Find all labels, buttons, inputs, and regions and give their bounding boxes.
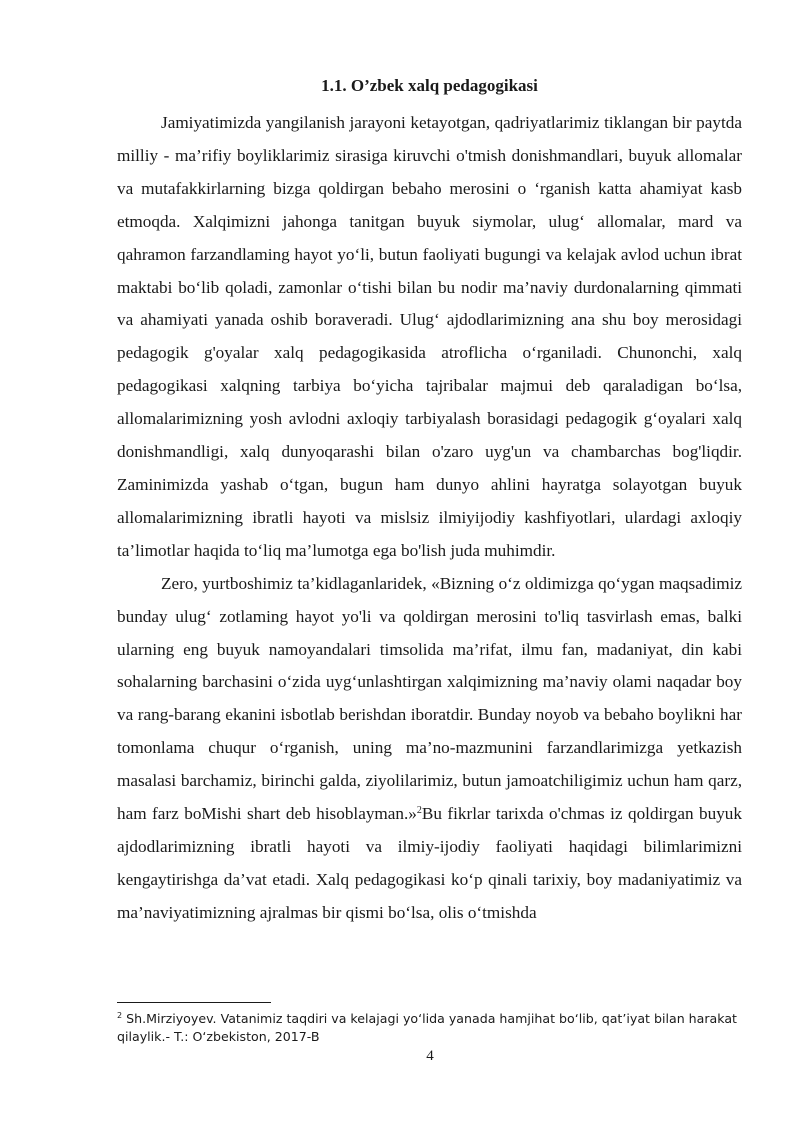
footnote-reference: 2 (416, 805, 422, 817)
page-number: 4 (426, 1048, 434, 1064)
footnote (117, 1010, 742, 1046)
section-heading: 1.1. O’zbek xalq pedagogikasi (321, 76, 538, 95)
body-text (117, 107, 742, 930)
paragraph-2-part-2: Bu fikrlar tarixda o'chmas iz qoldirgan buyuk ajdodlarimizning ibratli hayoti va ilmiy-ijodiy faoliyati haqidagi bilimlarimizni kengaytirishga da’vat etadi. Xalq pedagogikasi ko‘p qinali tarixiy, boy madaniyatimiz va ma’naviyatimizning ajralmas bir qismi bo‘lsa, olis o‘tmishda (117, 804, 742, 922)
footnote-mark: 2 (117, 1011, 123, 1020)
paragraph-2 (117, 568, 742, 930)
footnote-separator (117, 1002, 271, 1003)
paragraph-1: Jamiyatimizda yangilanish jarayoni ketayotgan, qadriyatlarimiz tiklangan bir paytda milliy - ma’rifiy boyliklarimiz sirasiga kiruvchi o'tmish donishmandlari, buyuk allomalar va mutafakkirlarning bizga qoldirgan bebaho merosini o ‘rganish katta ahamiyat kasb etmoqda. Xalqimizni jahonga tanitgan buyuk siymolar, ulug‘ allomalar, mard va qahramon farzandlaming hayot yo‘li, butun faoliyati bugungi va kelajak avlod uchun ibrat maktabi bo‘lib qoladi, zamonlar o‘tishi bilan bu nodir ma’naviy durdonalarning qimmati va ahamiyati yanada oshib boraveradi. Ulug‘ ajdodlarimizning ana shu boy merosidagi pedagogik g'oyalar xalq pedagogikasida atroflicha o‘rganiladi. Chunonchi, xalq pedagogikasi xalqning tarbiya bo‘yicha tajribalar majmui deb qaraladigan bo‘lsa, allomalarimizning yosh avlodni axloqiy tarbiyalash borasidagi pedagogik g‘oyalari xalq donishmandligi, xalq dunyoqarashi bilan o'zaro uyg'un va chambarchas bog'liqdir. Zaminimizda yashab o‘tgan, bugun ham dunyo ahlini hayratga solayotgan buyuk allomalarimizning ibratli hayoti va mislsiz ilmiyijodiy kashfiyotlari, ulardagi axloqiy ta’limotlar haqida to‘liq ma’lumotga ega bo'lish juda muhimdir. (117, 113, 742, 560)
footnote-text: Sh.Mirziyoyev. Vatanimiz taqdiri va kelajagi yo‘lida yanada hamjihat bo‘lib, qat’iyat bilan harakat qilaylik.- T.: O‘zbekiston, 2017-B (117, 1011, 737, 1044)
paragraph-2-part-1: Zero, yurtboshimiz ta’kidlaganlaridek, «Bizning o‘z oldimizga qo‘ygan maqsadimiz bunday ulug‘ zotlaming hayot yo'li va qoldirgan merosini to'liq tasvirlash emas, balki ularning eng buyuk namoyandalari timsolida ma’rifat, ilmu fan, madaniyat, din kabi sohalarning barchasini o‘zida uyg‘unlashtirgan xalqimizning ma’naviy olami naqadar boy va rang-barang ekanini isbotlab berishdan iboratdir. Bunday noyob va bebaho boylikni har tomonlama chuqur o‘rganish, uning ma’no-mazmunini farzandlarimizga yetkazish masalasi barchamiz, birinchi galda, ziyolilarimiz, butun jamoatchiligimiz uchun ham qarz, ham farz boMishi shart deb hisoblayman.» (117, 573, 742, 824)
